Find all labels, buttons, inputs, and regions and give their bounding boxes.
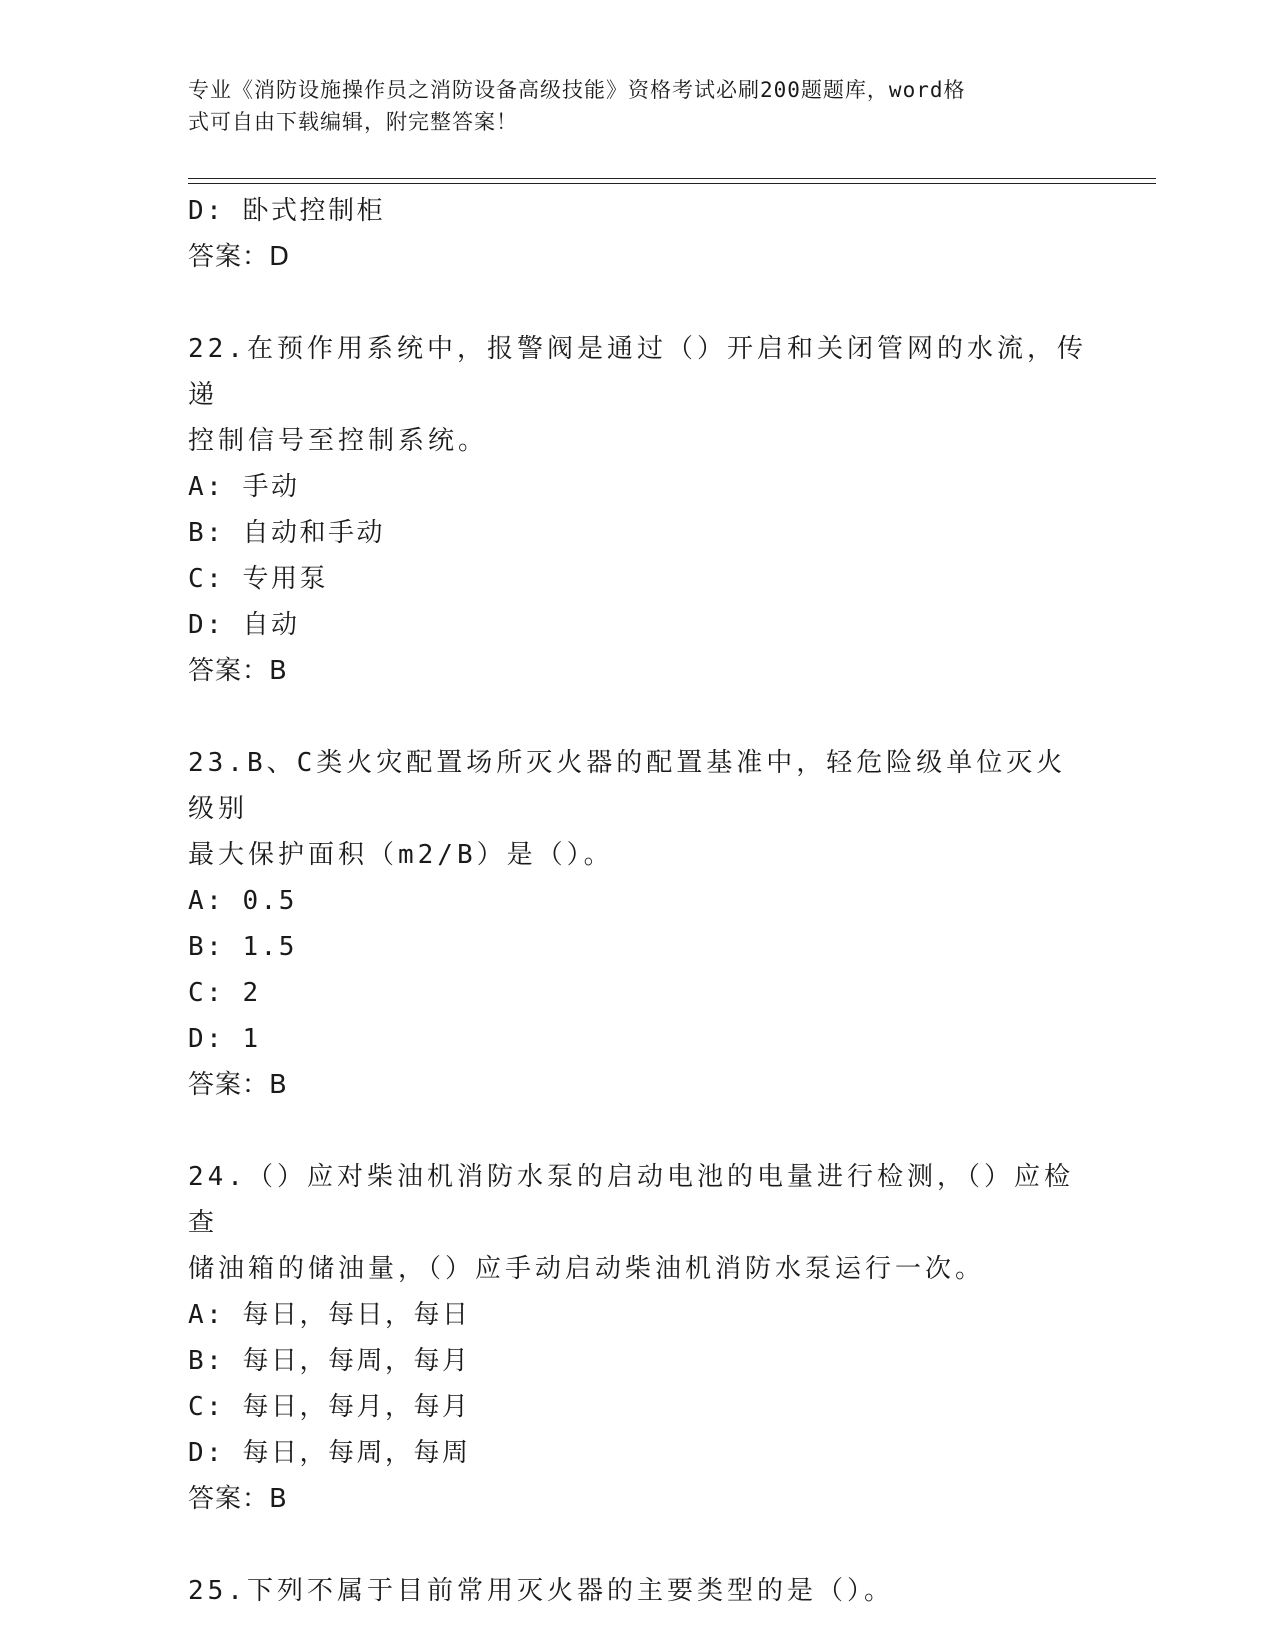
question-stem: 最大保护面积（m2/B）是（）。 bbox=[188, 840, 614, 870]
answer-line: 答案：B bbox=[188, 1070, 288, 1100]
question-22 bbox=[188, 326, 1088, 694]
option-c: C: 每日，每月，每月 bbox=[188, 1392, 471, 1422]
spacer bbox=[188, 280, 1088, 326]
question-stem: 22.在预作用系统中，报警阀是通过（）开启和关闭管网的水流，传递 bbox=[188, 334, 1087, 410]
question-stem: 23.B、C类火灾配置场所灭火器的配置基准中，轻危险级单位灭火级别 bbox=[188, 748, 1067, 824]
option-b: B: 每日，每周，每月 bbox=[188, 1346, 471, 1376]
answer-line: 答案：B bbox=[188, 656, 288, 686]
option-c: C: 2 bbox=[188, 978, 261, 1008]
question-25 bbox=[188, 1568, 1088, 1614]
question-stem: 储油箱的储油量，（）应手动启动柴油机消防水泵运行一次。 bbox=[188, 1254, 986, 1284]
document-header bbox=[188, 74, 1088, 138]
header-divider-top bbox=[188, 178, 1156, 179]
question-stem: 24.（）应对柴油机消防水泵的启动电池的电量进行检测，（）应检查 bbox=[188, 1162, 1074, 1238]
answer-line: 答案：D bbox=[188, 242, 291, 272]
option-a: A: 0.5 bbox=[188, 886, 297, 916]
option-d: D: 卧式控制柜 bbox=[188, 196, 385, 226]
header-divider-bottom bbox=[188, 183, 1156, 184]
question-stem: 25.下列不属于目前常用灭火器的主要类型的是（）。 bbox=[188, 1576, 894, 1606]
spacer bbox=[188, 1108, 1088, 1154]
question-24 bbox=[188, 1154, 1088, 1522]
option-d: D: 每日，每周，每周 bbox=[188, 1438, 471, 1468]
spacer bbox=[188, 694, 1088, 740]
question-23 bbox=[188, 740, 1088, 1108]
option-b: B: 1.5 bbox=[188, 932, 297, 962]
answer-line: 答案：B bbox=[188, 1484, 288, 1514]
header-line-2: 式可自由下载编辑，附完整答案！ bbox=[188, 110, 518, 134]
option-d: D: 自动 bbox=[188, 610, 300, 640]
option-a: A: 每日，每日，每日 bbox=[188, 1300, 471, 1330]
header-line-1: 专业《消防设施操作员之消防设备高级技能》资格考试必刷200题题库，word格 bbox=[188, 78, 966, 102]
question-stem: 控制信号至控制系统。 bbox=[188, 426, 489, 456]
option-a: A: 手动 bbox=[188, 472, 300, 502]
option-b: B: 自动和手动 bbox=[188, 518, 385, 548]
spacer bbox=[188, 1522, 1088, 1568]
option-d: D: 1 bbox=[188, 1024, 261, 1054]
option-c: C: 专用泵 bbox=[188, 564, 328, 594]
document-body bbox=[188, 188, 1088, 1614]
